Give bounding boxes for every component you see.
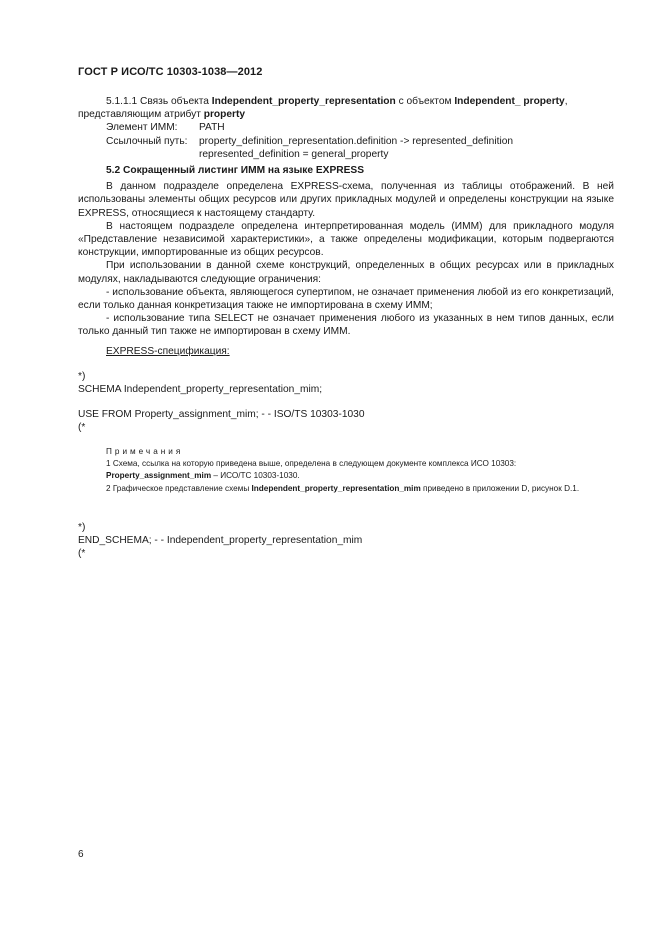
paragraph: В данном подразделе определена EXPRESS-схема, полученная из таблицы отображений. В ней использованы элементы общих ресурсов или других прикладных модулей и определены конструкции на языке EXPRESS, относящиеся к настоящему стандарту.: [78, 181, 614, 219]
clause-number: 5.1.1.1: [106, 96, 138, 107]
clause-5111-line1: [78, 95, 614, 108]
note-1-continuation: [78, 470, 614, 482]
imm-element-label: Элемент ИММ:: [106, 122, 178, 134]
clause-text: с объектом: [395, 96, 455, 107]
paragraph: При использовании в данной схеме конструкций, определенных в общих ресурсах или в прикладных модулях, накладываются следующие ограничения:: [78, 260, 614, 285]
imm-element-row: [78, 121, 614, 134]
section-heading: 5.2 Сокращенный листинг ИММ на языке EXPRESS: [106, 165, 365, 177]
paragraph: В настоящем подразделе определена интерпретированная модель (ИММ) для прикладного модуля «Представление независимой характеристики», а также определены модификации, которым подвергаются конструкции, импортированные из общих ресурсов.: [78, 220, 614, 259]
reference-path-label: Ссылочный путь:: [106, 135, 188, 147]
paragraph: - использование типа SELECT не означает применения любого из указанных в нем типов данных, если только данный тип также не импортирован в схему ИММ.: [78, 313, 614, 338]
attribute-name: property: [203, 109, 246, 121]
reference-path-value: property_definition_representation.definition -> represented_definition: [199, 135, 514, 147]
code-line: (*: [78, 422, 86, 433]
note-schema-name: Property_assignment_mim: [106, 471, 212, 481]
note-text: – ИСО/ТС 10303-1030.: [211, 471, 300, 481]
note-text: 2 Графическое представление схемы: [106, 483, 252, 493]
code-line: *): [78, 371, 86, 382]
clause-text: ,: [564, 96, 568, 107]
imm-element-value: PATH: [199, 122, 225, 134]
main-text: [78, 95, 614, 339]
code-line: *): [78, 522, 86, 533]
code-line: USE FROM Property_assignment_mim; - - ISO/TS 10303-1030: [78, 409, 365, 420]
code-line: END_SCHEMA; - - Independent_property_representation_mim: [78, 535, 363, 546]
note-schema-name: Independent_property_representation_mim: [251, 483, 421, 493]
note-text: приведено в приложении D, рисунок D.1.: [420, 483, 580, 493]
clause-5111-line2: [78, 108, 614, 121]
note-2: [78, 483, 614, 495]
note-text: 1 Схема, ссылка на которую приведена выше, определена в следующем документе комплекса ИСО 10303:: [106, 459, 517, 469]
entity-name: Independent_property_representation: [211, 96, 396, 107]
page-number: 6: [78, 849, 84, 860]
clause-text: Связь объекта: [137, 96, 212, 107]
express-spec-label-text: EXPRESS-спецификация:: [106, 346, 230, 357]
note-1: [78, 458, 614, 470]
entity-name: Independent_ property: [454, 96, 565, 107]
notes-block: [78, 446, 614, 495]
reference-path-continuation: represented_definition = general_property: [199, 148, 389, 160]
notes-title: Примечания: [106, 447, 184, 456]
reference-path-row: [78, 135, 614, 148]
express-spec-label: [106, 345, 230, 358]
code-line: SCHEMA Independent_property_representation_mim;: [78, 384, 323, 395]
paragraph: - использование объекта, являющегося супертипом, не означает применения любой из его конкретизаций, если только данная конкретизация также не импортирована в схему ИММ;: [78, 286, 614, 312]
standard-header: ГОСТ Р ИСО/ТС 10303-1038—2012: [78, 66, 263, 78]
clause-text: представляющим атрибут: [78, 109, 204, 121]
code-line: (*: [78, 548, 86, 559]
